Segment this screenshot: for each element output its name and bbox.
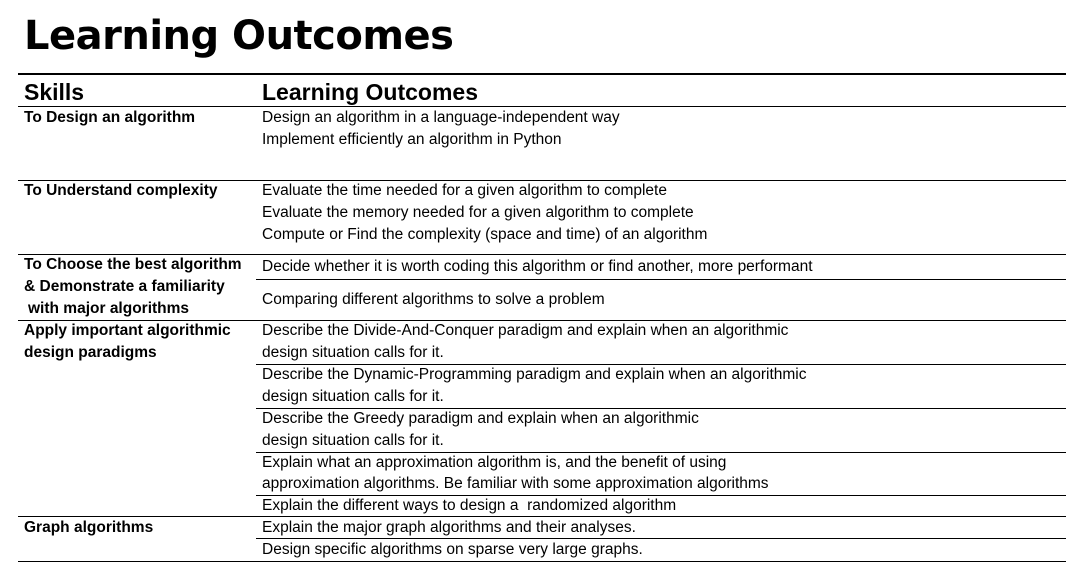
outcome-line: Explain the different ways to design a randomized algorithm [262, 497, 677, 514]
skill-label: design paradigms [24, 344, 157, 361]
skill-label: To Understand complexity [24, 182, 218, 199]
skill-label: To Choose the best algorithm [24, 256, 242, 273]
outcome-line: Comparing different algorithms to solve a problem [262, 291, 605, 308]
outcome-line: Implement efficiently an algorithm in Python [262, 131, 562, 148]
skill-label: with major algorithms [28, 300, 190, 317]
cell-divider [256, 279, 1066, 280]
table-bottom-rule [18, 561, 1066, 562]
outcome-line: Explain what an approximation algorithm is, and the benefit of using [262, 454, 727, 471]
outcome-line: Describe the Dynamic-Programming paradigm and explain when an algorithmic [262, 366, 807, 383]
skill-label: Graph algorithms [24, 519, 154, 536]
outcome-line: Design specific algorithms on sparse very large graphs. [262, 541, 643, 558]
skill-label: & Demonstrate a familiarity [24, 278, 225, 295]
skill-label: Apply important algorithmic [24, 322, 231, 339]
page-title: Learning Outcomes [24, 13, 454, 59]
outcome-line: Design an algorithm in a language-independent way [262, 109, 620, 126]
outcome-line: Compute or Find the complexity (space and time) of an algorithm [262, 226, 708, 243]
outcome-line: Describe the Divide-And-Conquer paradigm and explain when an algorithmic [262, 322, 789, 339]
outcome-line: Explain the major graph algorithms and their analyses. [262, 519, 636, 536]
column-header-skills: Skills [24, 79, 85, 105]
outcome-line: design situation calls for it. [262, 388, 444, 405]
outcome-line: design situation calls for it. [262, 432, 444, 449]
outcome-line: Evaluate the memory needed for a given algorithm to complete [262, 204, 694, 221]
outcome-line: design situation calls for it. [262, 344, 444, 361]
skill-label: To Design an algorithm [24, 109, 196, 126]
column-header-outcomes: Learning Outcomes [262, 79, 478, 105]
outcome-line: approximation algorithms. Be familiar with some approximation algorithms [262, 475, 769, 492]
outcome-line: Evaluate the time needed for a given algorithm to complete [262, 182, 667, 199]
table-top-rule [18, 73, 1066, 75]
outcome-line: Decide whether it is worth coding this algorithm or find another, more performant [262, 258, 813, 275]
outcome-line: Describe the Greedy paradigm and explain when an algorithmic [262, 410, 699, 427]
